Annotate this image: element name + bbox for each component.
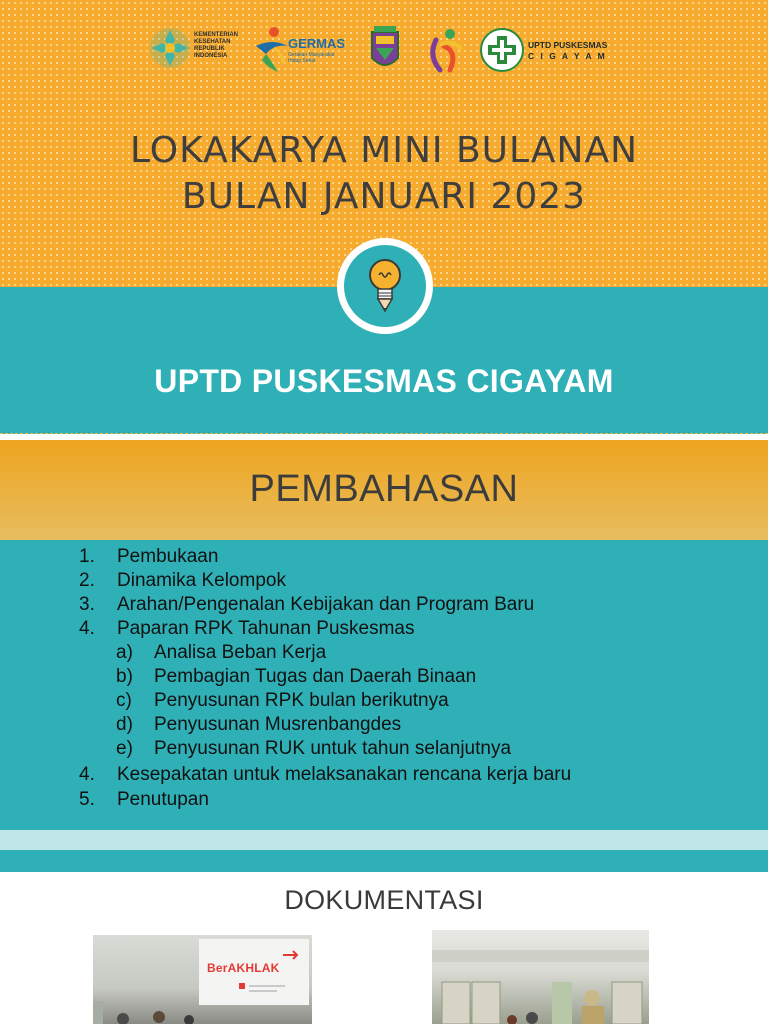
regency-emblem-icon	[370, 26, 400, 72]
list-item-text: Paparan RPK Tahunan Puskesmas	[117, 618, 415, 639]
list-item-number: 1.	[79, 546, 95, 567]
list-item-number: 5.	[79, 789, 95, 810]
list-item-text: Penyusunan RUK untuk tahun selanjutnya	[154, 738, 512, 759]
list-item-number: c)	[116, 690, 132, 711]
list-item-text: Arahan/Pengenalan Kebijakan dan Program Baru	[117, 594, 535, 615]
list-item-text: Analisa Beban Kerja	[154, 642, 327, 663]
list-item-number: 3.	[79, 594, 95, 615]
kemenkes-logo-icon	[148, 26, 192, 70]
list-item-text: Pembagian Tugas dan Daerah Binaan	[154, 666, 477, 687]
list-item-text: Penyusunan RPK bulan berikutnya	[154, 690, 449, 711]
puskesmas-logo-line2: C I G A Y A M	[528, 51, 607, 61]
list-item-number: 4.	[79, 764, 95, 785]
list-item-number: d)	[116, 714, 133, 735]
projector-screen-text: BerAKHLAK	[207, 961, 280, 975]
page-title-line2: BULAN JANUARI 2023	[181, 176, 587, 217]
decorative-strip-light	[0, 830, 768, 850]
list-item-number: b)	[116, 666, 133, 687]
badge-circle	[337, 238, 433, 334]
page-title	[0, 128, 768, 220]
decorative-strip-teal	[0, 850, 768, 872]
list-item-text: Dinamika Kelompok	[117, 570, 286, 591]
list-item-text: Pembukaan	[117, 546, 219, 567]
puskesmas-cross-icon	[480, 24, 524, 76]
lightbulb-pencil-icon	[344, 245, 426, 327]
puskesmas-logo-line1: UPTD PUSKESMAS	[528, 40, 608, 50]
healthy-city-logo-icon	[428, 26, 464, 74]
section-title-dokumentasi: DOKUMENTASI	[284, 885, 484, 915]
audience-silhouettes-icon	[93, 1001, 312, 1024]
meeting-room-scene-icon	[432, 930, 649, 1024]
puskesmas-logo-text	[528, 40, 638, 62]
germas-logo-subtext: Gerakan Masyarakat Hidup Sehat	[288, 52, 335, 64]
list-item-number: a)	[116, 642, 133, 663]
list-item-text: Penutupan	[117, 789, 209, 810]
page-title-line1: LOKAKARYA MINI BULANAN	[130, 130, 638, 171]
section-title-pembahasan: PEMBAHASAN	[249, 468, 519, 510]
documentation-photo-1	[93, 935, 312, 1024]
slide-graphic-icon	[239, 979, 289, 999]
list-item-text: Kesepakatan untuk melaksanakan rencana kerja baru	[117, 764, 572, 785]
list-item-number: e)	[116, 738, 133, 759]
logo-row	[148, 22, 628, 82]
list-item-number: 2.	[79, 570, 95, 591]
germas-logo-text: GERMAS	[288, 36, 346, 51]
kemenkes-logo-text: KEMENTERIAN KESEHATAN REPUBLIK INDONESIA	[194, 32, 239, 59]
divider	[0, 433, 768, 434]
germas-logo-icon	[252, 24, 292, 74]
slide-arrow-icon	[283, 949, 301, 961]
agenda-list	[0, 540, 768, 830]
list-item-text: Penyusunan Musrenbangdes	[154, 714, 402, 735]
documentation-photo-2	[432, 930, 649, 1024]
list-item-number: 4.	[79, 618, 95, 639]
projector-screen	[199, 939, 309, 1005]
organization-title: UPTD PUSKESMAS CIGAYAM	[154, 363, 614, 399]
